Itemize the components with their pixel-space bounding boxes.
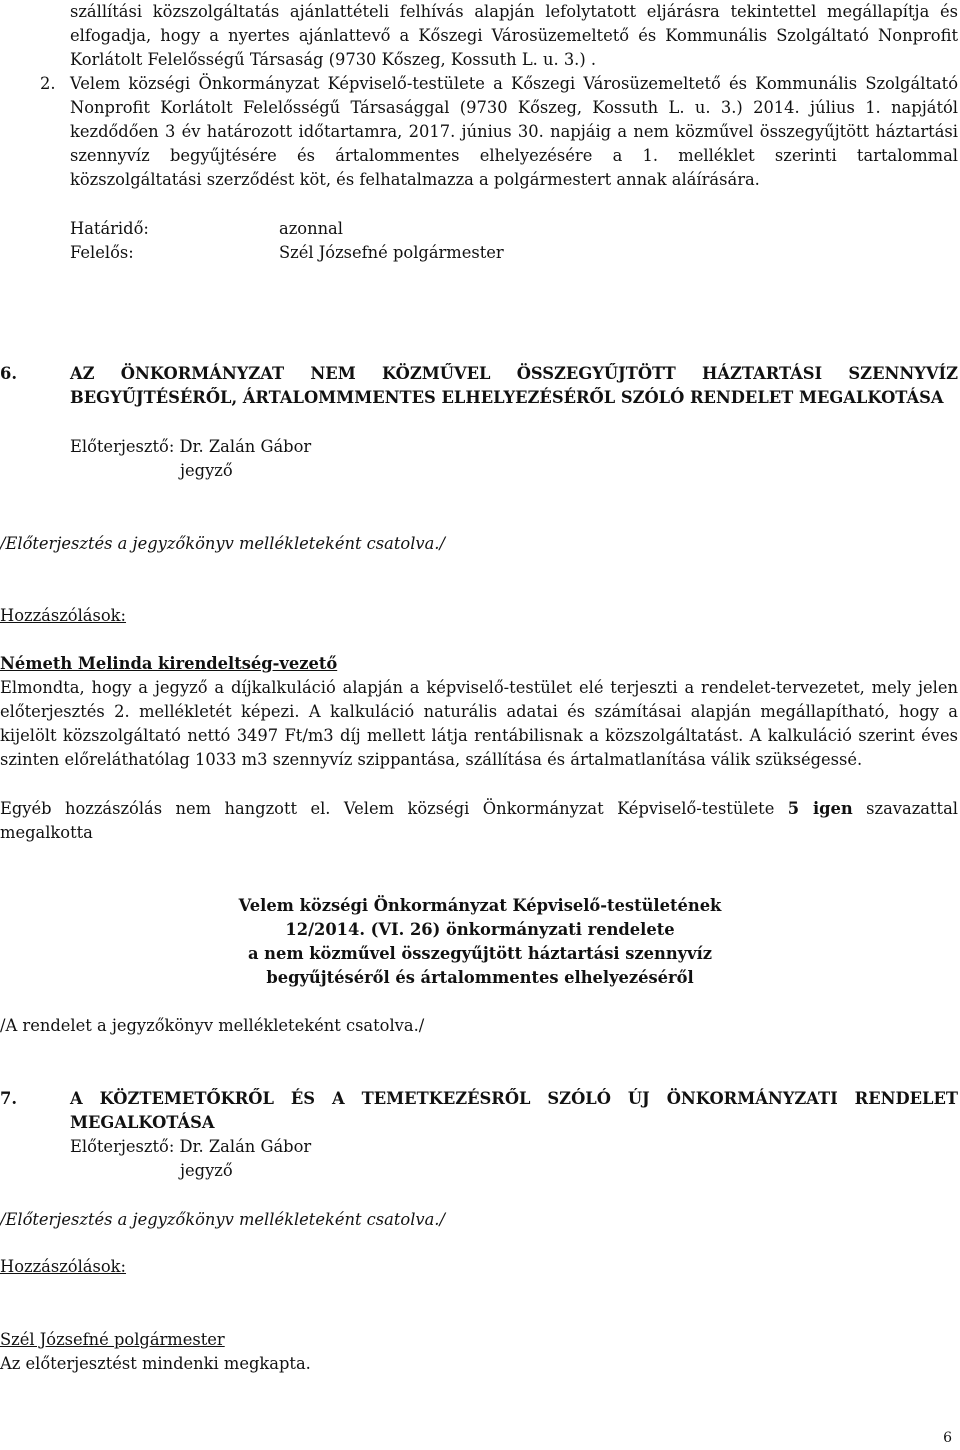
decree-attachment-note: /A rendelet a jegyzőkönyv mellékleteként csatolva./ — [0, 1016, 425, 1035]
section-7-attachment-note: /Előterjesztés a jegyzőkönyv mellékleteként csatolva./ — [0, 1210, 445, 1229]
vote-count: 5 igen — [787, 799, 853, 818]
responsible-label: Felelős: — [70, 243, 134, 262]
vote-text-before: Egyéb hozzászólás nem hangzott el. Velem községi Önkormányzat Képviselő-testülete — [0, 799, 788, 818]
decree-title-line-4: begyűjtéséről és ártalommentes elhelyezéséről — [266, 968, 694, 987]
resolution-paragraph: Velem községi Önkormányzat Képviselő-testülete a Kőszegi Városüzemeltető és Kommunális Szolgáltató Nonprofit Korlátolt Felelősségű Társasággal (9730 Kőszeg, Kossuth L. u. 3.) 2014. július 1. napjától kezdődően 3 év határozott időtartamra, 2017. június 30. napjáig a nem közművel összegyűjtött háztartási szennyvíz begyűjtésére és ártalommentes elhelyezésére a 1. melléklet szerinti tartalommal közszolgáltatási szerződést köt, és felhatalmazza a polgármestert annak aláírására. — [70, 74, 958, 189]
section-7-number: 7. — [0, 1089, 17, 1108]
section-6-speech: Elmondta, hogy a jegyző a díjkalkuláció alapján a képviselő-testület elé terjeszti a rendelet-tervezetet, mely jelen előterjesztés 2. mellékletét képezi. A kalkuláció naturális adatai és számításai alapján megállapítható, hogy a kijelölt közszolgáltató nettó 3497 Ft/m3 díj mellett látja rentábilisnak a közszolgáltatást. A kalkuláció szerint éves szinten előreláthatólag 1033 m3 szennyvíz szippantása, szállítása és ártalmatlanítása válik szükségessé. — [0, 678, 958, 769]
decree-title-line-1: Velem községi Önkormányzat Képviselő-testületének — [238, 896, 722, 915]
section-7-presenter-role: jegyző — [180, 1161, 233, 1180]
item-number: 2. — [40, 74, 56, 93]
section-7-speaker: Szél Józsefné polgármester — [0, 1330, 225, 1349]
deadline-label: Határidő: — [70, 219, 149, 238]
section-7-comments-heading: Hozzászólások: — [0, 1257, 127, 1276]
intro-paragraph: szállítási közszolgáltatás ajánlattételi felhívás alapján lefolytatott eljárásra tekintettel megállapítja és elfogadja, hogy a nyertes ajánlattevő a Kőszegi Városüzemeltető és Kommunális Szolgáltató Nonprofit Korlátolt Felelősségű Társaság (9730 Kőszeg, Kossuth L. u. 3.) . — [70, 2, 958, 69]
decree-title-line-3: a nem közművel összegyűjtött háztartási szennyvíz — [247, 944, 713, 963]
section-7-title: A KÖZTEMETŐKRŐL ÉS A TEMETKEZÉSRŐL SZÓLÓ ÚJ ÖNKORMÁNYZATI RENDELET MEGALKOTÁSA — [70, 1089, 958, 1132]
responsible-value: Szél Józsefné polgármester — [279, 243, 504, 262]
section-6-presenter-role: jegyző — [180, 461, 233, 480]
section-6-number: 6. — [0, 364, 17, 383]
section-6-title: AZ ÖNKORMÁNYZAT NEM KÖZMŰVEL ÖSSZEGYŰJTÖTT HÁZTARTÁSI SZENNYVÍZ BEGYŰJTÉSÉRŐL, ÁRTALOMMMENTES ELHELYEZÉSÉRŐL SZÓLÓ RENDELET MEGALKOTÁSA — [70, 364, 958, 407]
section-7-presenter: Előterjesztő: Dr. Zalán Gábor — [70, 1137, 312, 1156]
deadline-value: azonnal — [279, 219, 343, 238]
section-6-comments-heading: Hozzászólások: — [0, 606, 127, 625]
section-6-presenter: Előterjesztő: Dr. Zalán Gábor — [70, 437, 312, 456]
section-6-speaker: Németh Melinda kirendeltség-vezető — [0, 654, 338, 673]
vote-paragraph — [0, 797, 958, 845]
page-number: 6 — [943, 1430, 952, 1446]
decree-title-line-2: 12/2014. (VI. 26) önkormányzati rendelete — [285, 920, 675, 939]
section-7-speech: Az előterjesztést mindenki megkapta. — [0, 1354, 311, 1373]
vote-text-after: szavazattal megalkotta — [0, 799, 958, 842]
section-6-attachment-note: /Előterjesztés a jegyzőkönyv mellékleteként csatolva./ — [0, 534, 445, 553]
